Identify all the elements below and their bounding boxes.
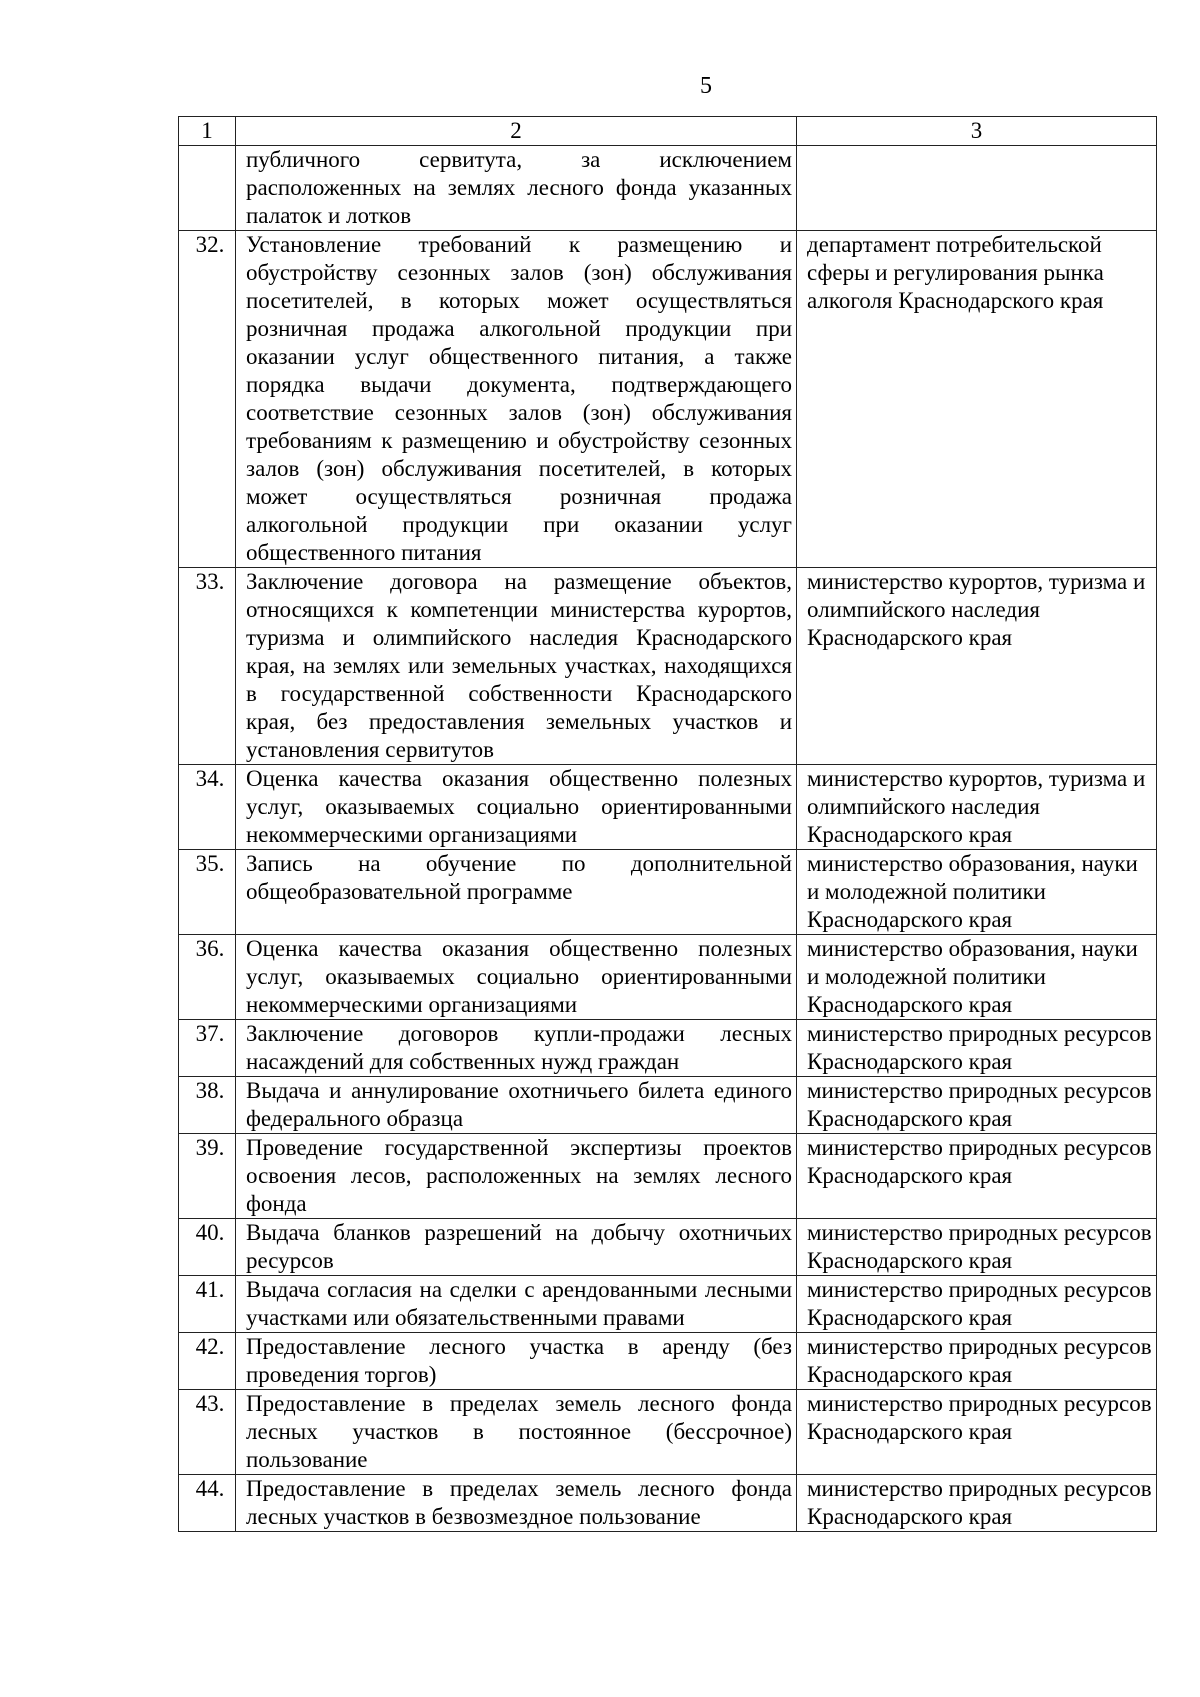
responsible-agency: министерство курортов, туризма и олимпийского наследия Краснодарского края <box>797 568 1157 765</box>
table-header-row <box>179 117 1157 146</box>
service-name: Предоставление лесного участка в аренду (без проведения торгов) <box>236 1333 797 1390</box>
table-row <box>179 1333 1157 1390</box>
page-number: 5 <box>700 73 712 99</box>
responsible-agency: министерство природных ресурсов Краснодарского края <box>797 1020 1157 1077</box>
table-row <box>179 146 1157 231</box>
responsible-agency: министерство природных ресурсов Краснодарского края <box>797 1219 1157 1276</box>
responsible-agency: министерство природных ресурсов Краснодарского края <box>797 1390 1157 1475</box>
row-number: 41. <box>179 1276 236 1333</box>
service-name: Предоставление в пределах земель лесного фонда лесных участков в постоянное (бессрочное) пользование <box>236 1390 797 1475</box>
row-number: 43. <box>179 1390 236 1475</box>
header-col-number: 1 <box>179 117 236 146</box>
responsible-agency: министерство природных ресурсов Краснодарского края <box>797 1475 1157 1532</box>
row-number <box>179 146 236 231</box>
table-row <box>179 1390 1157 1475</box>
service-name: публичного сервитута, за исключением расположенных на землях лесного фонда указанных палаток и лотков <box>236 146 797 231</box>
service-name: Заключение договора на размещение объектов, относящихся к компетенции министерства курортов, туризма и олимпийского наследия Краснодарского края, на землях или земельных участках, находящихся в государственной собственности Краснодарского края, без предоставления земельных участков и установления сервитутов <box>236 568 797 765</box>
row-number: 44. <box>179 1475 236 1532</box>
header-col-service: 2 <box>236 117 797 146</box>
table-row <box>179 1475 1157 1532</box>
service-name: Проведение государственной экспертизы проектов освоения лесов, расположенных на землях лесного фонда <box>236 1134 797 1219</box>
table-row <box>179 1276 1157 1333</box>
responsible-agency <box>797 146 1157 231</box>
row-number: 40. <box>179 1219 236 1276</box>
table-row <box>179 935 1157 1020</box>
table-row <box>179 1020 1157 1077</box>
table-row <box>179 1134 1157 1219</box>
service-name: Выдача и аннулирование охотничьего билета единого федерального образца <box>236 1077 797 1134</box>
row-number: 34. <box>179 765 236 850</box>
row-number: 32. <box>179 231 236 568</box>
service-name: Запись на обучение по дополнительной общеобразовательной программе <box>236 850 797 935</box>
row-number: 36. <box>179 935 236 1020</box>
responsible-agency: министерство курортов, туризма и олимпийского наследия Краснодарского края <box>797 765 1157 850</box>
responsible-agency: министерство образования, науки и молодежной политики Краснодарского края <box>797 850 1157 935</box>
service-name: Выдача согласия на сделки с арендованными лесными участками или обязательственными правами <box>236 1276 797 1333</box>
service-name: Заключение договоров купли-продажи лесных насаждений для собственных нужд граждан <box>236 1020 797 1077</box>
service-name: Оценка качества оказания общественно полезных услуг, оказываемых социально ориентированными некоммерческими организациями <box>236 935 797 1020</box>
responsible-agency: департамент потребительской сферы и регулирования рынка алкоголя Краснодарского края <box>797 231 1157 568</box>
table-row <box>179 568 1157 765</box>
service-name: Установление требований к размещению и обустройству сезонных залов (зон) обслуживания посетителей, в которых может осуществляться розничная продажа алкогольной продукции при оказании услуг общественного питания, а также порядка выдачи документа, подтверждающего соответствие сезонных залов (зон) обслуживания требованиям к размещению и обустройству сезонных залов (зон) обслуживания посетителей, в которых может осуществляться розничная продажа алкогольной продукции при оказании услуг общественного питания <box>236 231 797 568</box>
responsible-agency: министерство природных ресурсов Краснодарского края <box>797 1077 1157 1134</box>
service-name: Выдача бланков разрешений на добычу охотничьих ресурсов <box>236 1219 797 1276</box>
table-row <box>179 1219 1157 1276</box>
row-number: 42. <box>179 1333 236 1390</box>
responsible-agency: министерство образования, науки и молодежной политики Краснодарского края <box>797 935 1157 1020</box>
responsible-agency: министерство природных ресурсов Краснодарского края <box>797 1276 1157 1333</box>
row-number: 37. <box>179 1020 236 1077</box>
responsible-agency: министерство природных ресурсов Краснодарского края <box>797 1333 1157 1390</box>
service-name: Предоставление в пределах земель лесного фонда лесных участков в безвозмездное пользование <box>236 1475 797 1532</box>
row-number: 38. <box>179 1077 236 1134</box>
services-table <box>178 116 1157 1532</box>
header-col-agency: 3 <box>797 117 1157 146</box>
table-row <box>179 231 1157 568</box>
row-number: 33. <box>179 568 236 765</box>
table-row <box>179 765 1157 850</box>
table-row <box>179 1077 1157 1134</box>
row-number: 39. <box>179 1134 236 1219</box>
service-name: Оценка качества оказания общественно полезных услуг, оказываемых социально ориентированными некоммерческими организациями <box>236 765 797 850</box>
table-row <box>179 850 1157 935</box>
row-number: 35. <box>179 850 236 935</box>
responsible-agency: министерство природных ресурсов Краснодарского края <box>797 1134 1157 1219</box>
